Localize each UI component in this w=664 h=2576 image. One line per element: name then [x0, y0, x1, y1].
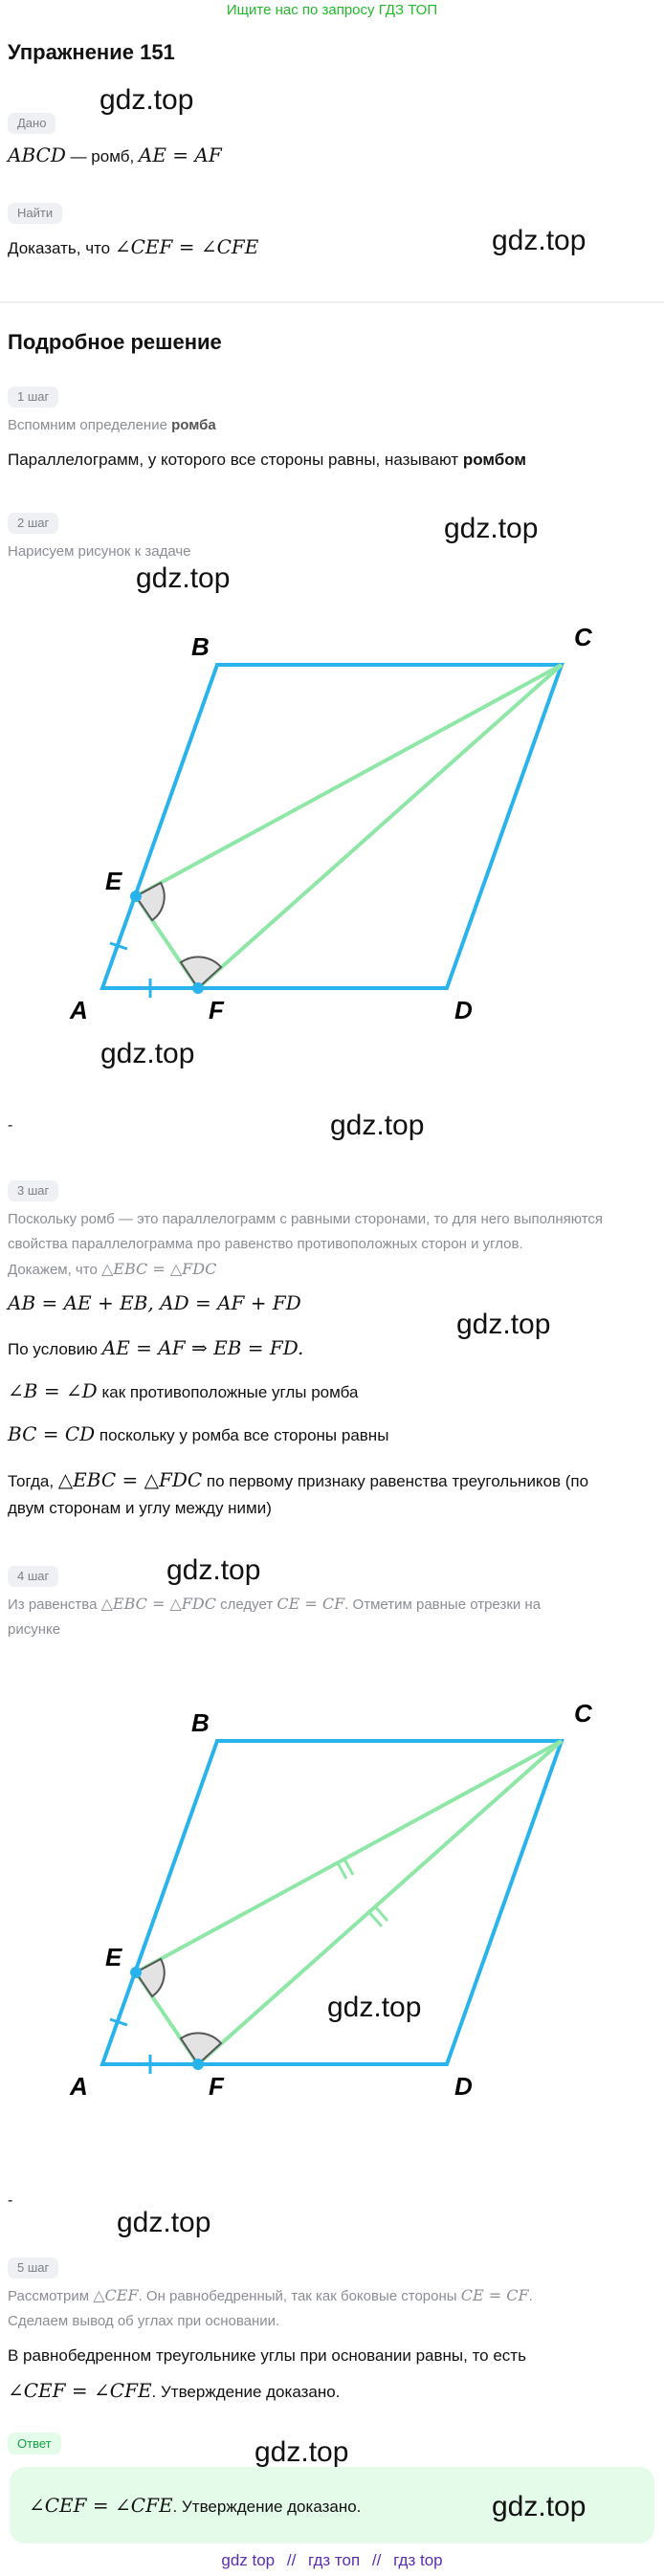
- footer-link-1[interactable]: gdz top: [221, 2551, 276, 2569]
- watermark: gdz.top: [136, 562, 231, 594]
- step3-angles-text: как противоположные углы ромба: [97, 1383, 359, 1401]
- step5-hint-suffix: .: [528, 2288, 533, 2304]
- given-chip: Дано: [8, 113, 55, 134]
- step1-hint: [8, 413, 216, 438]
- watermark: gdz.top: [330, 1110, 425, 1141]
- given-text: — ромб,: [65, 147, 139, 165]
- label-e: E: [105, 867, 122, 895]
- step4-chip: 4 шаг: [8, 1566, 58, 1587]
- step3-angles: [8, 1379, 358, 1402]
- given-statement: [8, 143, 222, 166]
- step1-chip: 1 шаг: [8, 386, 58, 407]
- step4-hint-mid: следует: [215, 1596, 277, 1613]
- step1-text: [8, 447, 526, 473]
- answer-suffix: . Утверждение доказано.: [172, 2498, 362, 2516]
- footer-sep-1: //: [286, 2551, 297, 2569]
- step3-sides: [8, 1422, 388, 1445]
- watermark: gdz.top: [456, 1309, 551, 1340]
- step3-eq1: AB = AE + EB, AD = AF + FD: [8, 1291, 301, 1314]
- footer-sep-2: //: [371, 2551, 382, 2569]
- label-d: D: [454, 996, 473, 1024]
- step5-hint-math2: CE = CF: [460, 2286, 529, 2304]
- step3-then-math: △EBC = △FDC: [57, 1468, 203, 1491]
- watermark: gdz.top: [100, 1038, 195, 1069]
- step3-prove-text: Докажем, что: [8, 1262, 101, 1278]
- step3-then-prefix: Тогда,: [8, 1472, 58, 1490]
- step5-hint-math: △CEF: [93, 2286, 139, 2304]
- find-math: ∠CEF = ∠CFE: [114, 235, 259, 258]
- point-f: [192, 982, 204, 994]
- segment-ec: [136, 1741, 562, 1972]
- label-b: B: [191, 632, 210, 661]
- answer-text: [29, 2494, 361, 2517]
- search-banner[interactable]: Ищите нас по запросу ГДЗ ТОП: [226, 2, 438, 18]
- step5-hint: [8, 2283, 662, 2334]
- label-f: F: [209, 2072, 224, 2101]
- angle-cef-arc: [136, 1959, 165, 1996]
- step1-hint-text: Вспомним определение: [8, 417, 172, 433]
- watermark: gdz.top: [492, 225, 587, 256]
- step2-chip: 2 шаг: [8, 513, 58, 534]
- step5-hint-line2: Сделаем вывод об углах при основании.: [8, 2313, 280, 2329]
- watermark: gdz.top: [100, 84, 194, 116]
- given-math-ae-af: AE = AF: [138, 143, 222, 166]
- point-e: [130, 1967, 142, 1978]
- rhombus-abcd: [102, 665, 562, 988]
- watermark: gdz.top: [255, 2436, 349, 2468]
- answer-math: ∠CEF = ∠CFE: [29, 2494, 173, 2517]
- step4-hint-line2: рисунке: [8, 1621, 61, 1638]
- step4-hint-math2: CE = CF: [277, 1595, 345, 1613]
- page-title: Упражнение 151: [8, 40, 175, 64]
- step4-dash: -: [8, 2192, 13, 2209]
- label-a: A: [70, 996, 88, 1024]
- footer-links: [0, 2551, 664, 2570]
- step4-hint-prefix: Из равенства: [8, 1596, 101, 1613]
- watermark: gdz.top: [444, 513, 539, 544]
- label-c: C: [574, 1699, 592, 1728]
- step3-chip: 3 шаг: [8, 1180, 58, 1201]
- step3-sides-math: BC = CD: [8, 1422, 96, 1445]
- step5-text-math: ∠CEF = ∠CFE: [8, 2379, 152, 2402]
- watermark: gdz.top: [492, 2491, 587, 2522]
- step3-angles-math: ∠B = ∠D: [8, 1379, 98, 1402]
- step3-then-text2: двум сторонам и углу между ними): [8, 1499, 272, 1517]
- solution-title: Подробное решение: [8, 330, 222, 354]
- find-statement: [8, 235, 258, 258]
- step3-then-text: по первому признаку равенства треугольников (по: [202, 1472, 589, 1490]
- step3-condition-text: По условию: [8, 1340, 102, 1358]
- footer-link-2[interactable]: гдз топ: [308, 2551, 361, 2569]
- step3-sides-text: поскольку у ромба все стороны равны: [95, 1426, 389, 1444]
- label-a: A: [70, 2072, 88, 2101]
- step1-text-main: Параллелограмм, у которого все стороны равны, называют: [8, 451, 463, 469]
- watermark: gdz.top: [327, 1992, 422, 2023]
- step5-text-suffix: . Утверждение доказано.: [151, 2383, 341, 2401]
- step3-prove-math: △EBC = △FDC: [100, 1260, 217, 1278]
- step3-conclusion: [8, 1466, 662, 1522]
- label-f: F: [209, 996, 224, 1024]
- step1-text-bold: ромбом: [462, 451, 526, 469]
- label-c: C: [574, 623, 592, 651]
- step3-prove: [8, 1257, 658, 1283]
- section-divider: [0, 301, 664, 303]
- find-chip: Найти: [8, 203, 62, 224]
- step5-hint-mid: . Он равнобедренный, так как боковые стороны: [138, 2288, 461, 2304]
- step2-dash: -: [8, 1117, 13, 1134]
- answer-chip: Ответ: [8, 2433, 61, 2455]
- step4-hint-math: △EBC = △FDC: [100, 1595, 216, 1613]
- step2-hint: Нарисуем рисунок к задаче: [8, 543, 191, 560]
- step5-text: [8, 2343, 662, 2406]
- step5-text-line2: [8, 2377, 662, 2406]
- step3-hint: [8, 1207, 658, 1283]
- step4-hint: [8, 1592, 662, 1642]
- step4-hint-suffix: . Отметим равные отрезки на: [344, 1596, 542, 1613]
- label-d: D: [454, 2072, 473, 2101]
- step3-hint-line1: Поскольку ромб — это параллелограмм с равными сторонами, то для него выполняются: [8, 1211, 604, 1227]
- watermark: gdz.top: [166, 1554, 261, 1586]
- angle-cef-arc: [136, 883, 165, 920]
- point-e: [130, 891, 142, 902]
- label-b: B: [191, 1708, 210, 1737]
- find-text: Доказать, что: [8, 239, 115, 257]
- segment-fc: [198, 665, 562, 988]
- step3-condition-math: AE = AF ⇒ EB = FD.: [101, 1336, 304, 1359]
- footer-link-3[interactable]: гдз top: [393, 2551, 443, 2569]
- step3-condition: [8, 1336, 303, 1359]
- step5-chip: 5 шаг: [8, 2257, 58, 2279]
- watermark: gdz.top: [117, 2207, 211, 2238]
- segment-ec: [136, 665, 562, 896]
- rhombus-figure-1: [0, 612, 664, 1043]
- step5-text-line1: В равнобедренном треугольнике углы при основании равны, то есть: [8, 2346, 526, 2365]
- point-f: [192, 2059, 204, 2070]
- given-math-abcd: ABCD: [8, 143, 66, 166]
- step3-hint-line2: свойства параллелограмма про равенство противоположных сторон и углов.: [8, 1236, 523, 1252]
- label-e: E: [105, 1943, 122, 1971]
- step1-hint-bold: ромба: [171, 417, 216, 433]
- rhombus-figure-2: [0, 1693, 664, 2124]
- step5-hint-prefix: Рассмотрим: [8, 2288, 94, 2304]
